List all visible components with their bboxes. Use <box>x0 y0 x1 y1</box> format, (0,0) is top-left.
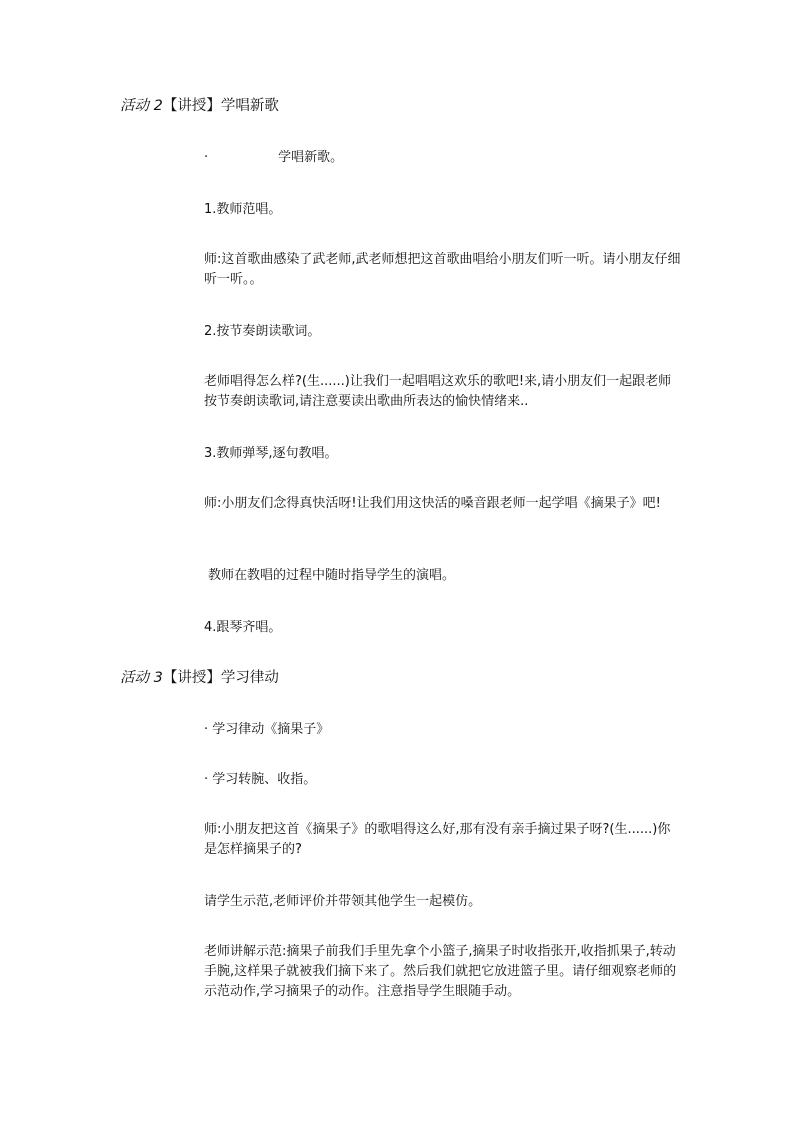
a2-paragraph-3: 师:这首歌曲感染了武老师,武老师想把这首歌曲唱给小朋友们听一听。请小朋友仔细听一听。。 <box>204 252 681 287</box>
bullet: · <box>204 150 209 165</box>
activity-2-title: 学唱新歌 <box>220 98 279 114</box>
a2-paragraph-4: 2.按节奏朗读歌词。 <box>204 324 321 339</box>
activity-2-heading <box>120 96 279 116</box>
activity-2-bracket: 【讲授】 <box>162 98 221 114</box>
a2-paragraph-1 <box>204 148 682 168</box>
activity-3-heading <box>120 668 279 688</box>
a3-paragraph-5: 老师讲解示范:摘果子前我们手里先拿个小篮子,摘果子时收指张开,收指抓果子,转动手腕,这样果子就被我们摘下来了。然后我们就把它放进篮子里。请仔细观察老师的示范动作,学习摘果子的动作。注意指导学生眼随手动。 <box>204 944 677 999</box>
a2-p1-text: 学唱新歌。 <box>278 150 344 165</box>
a2-paragraph-8: 教师在教唱的过程中随时指导学生的演唱。 <box>208 568 456 583</box>
a3-paragraph-3: 师:小朋友把这首《摘果子》的歌唱得这么好,那有没有亲手摘过果子呀?(生......)你是怎样摘果子的? <box>204 822 671 857</box>
activity-2-label: 活动 2 <box>120 98 163 114</box>
a2-paragraph-7: 师:小朋友们念得真快活呀!让我们用这快活的嗓音跟老师一起学唱《摘果子》吧! <box>204 496 661 511</box>
activity-3-label: 活动 3 <box>120 670 163 686</box>
a3-paragraph-1: · 学习律动《摘果子》 <box>204 722 330 737</box>
activity-3-bracket: 【讲授】 <box>162 670 221 686</box>
a2-paragraph-5: 老师唱得怎么样?(生......)让我们一起唱唱这欢乐的歌吧!来,请小朋友们一起跟老师按节奏朗读歌词,请注意要读出歌曲所表达的愉快情绪来.. <box>204 374 672 409</box>
a3-paragraph-2: · 学习转腕、收指。 <box>204 772 317 787</box>
a2-paragraph-2: 1.教师范唱。 <box>204 202 282 217</box>
a2-paragraph-6: 3.教师弹琴,逐句教唱。 <box>204 446 338 461</box>
a2-paragraph-9: 4.跟琴齐唱。 <box>204 620 282 635</box>
a3-paragraph-4: 请学生示范,老师评价并带领其他学生一起模仿。 <box>204 894 482 909</box>
activity-3-title: 学习律动 <box>220 670 279 686</box>
